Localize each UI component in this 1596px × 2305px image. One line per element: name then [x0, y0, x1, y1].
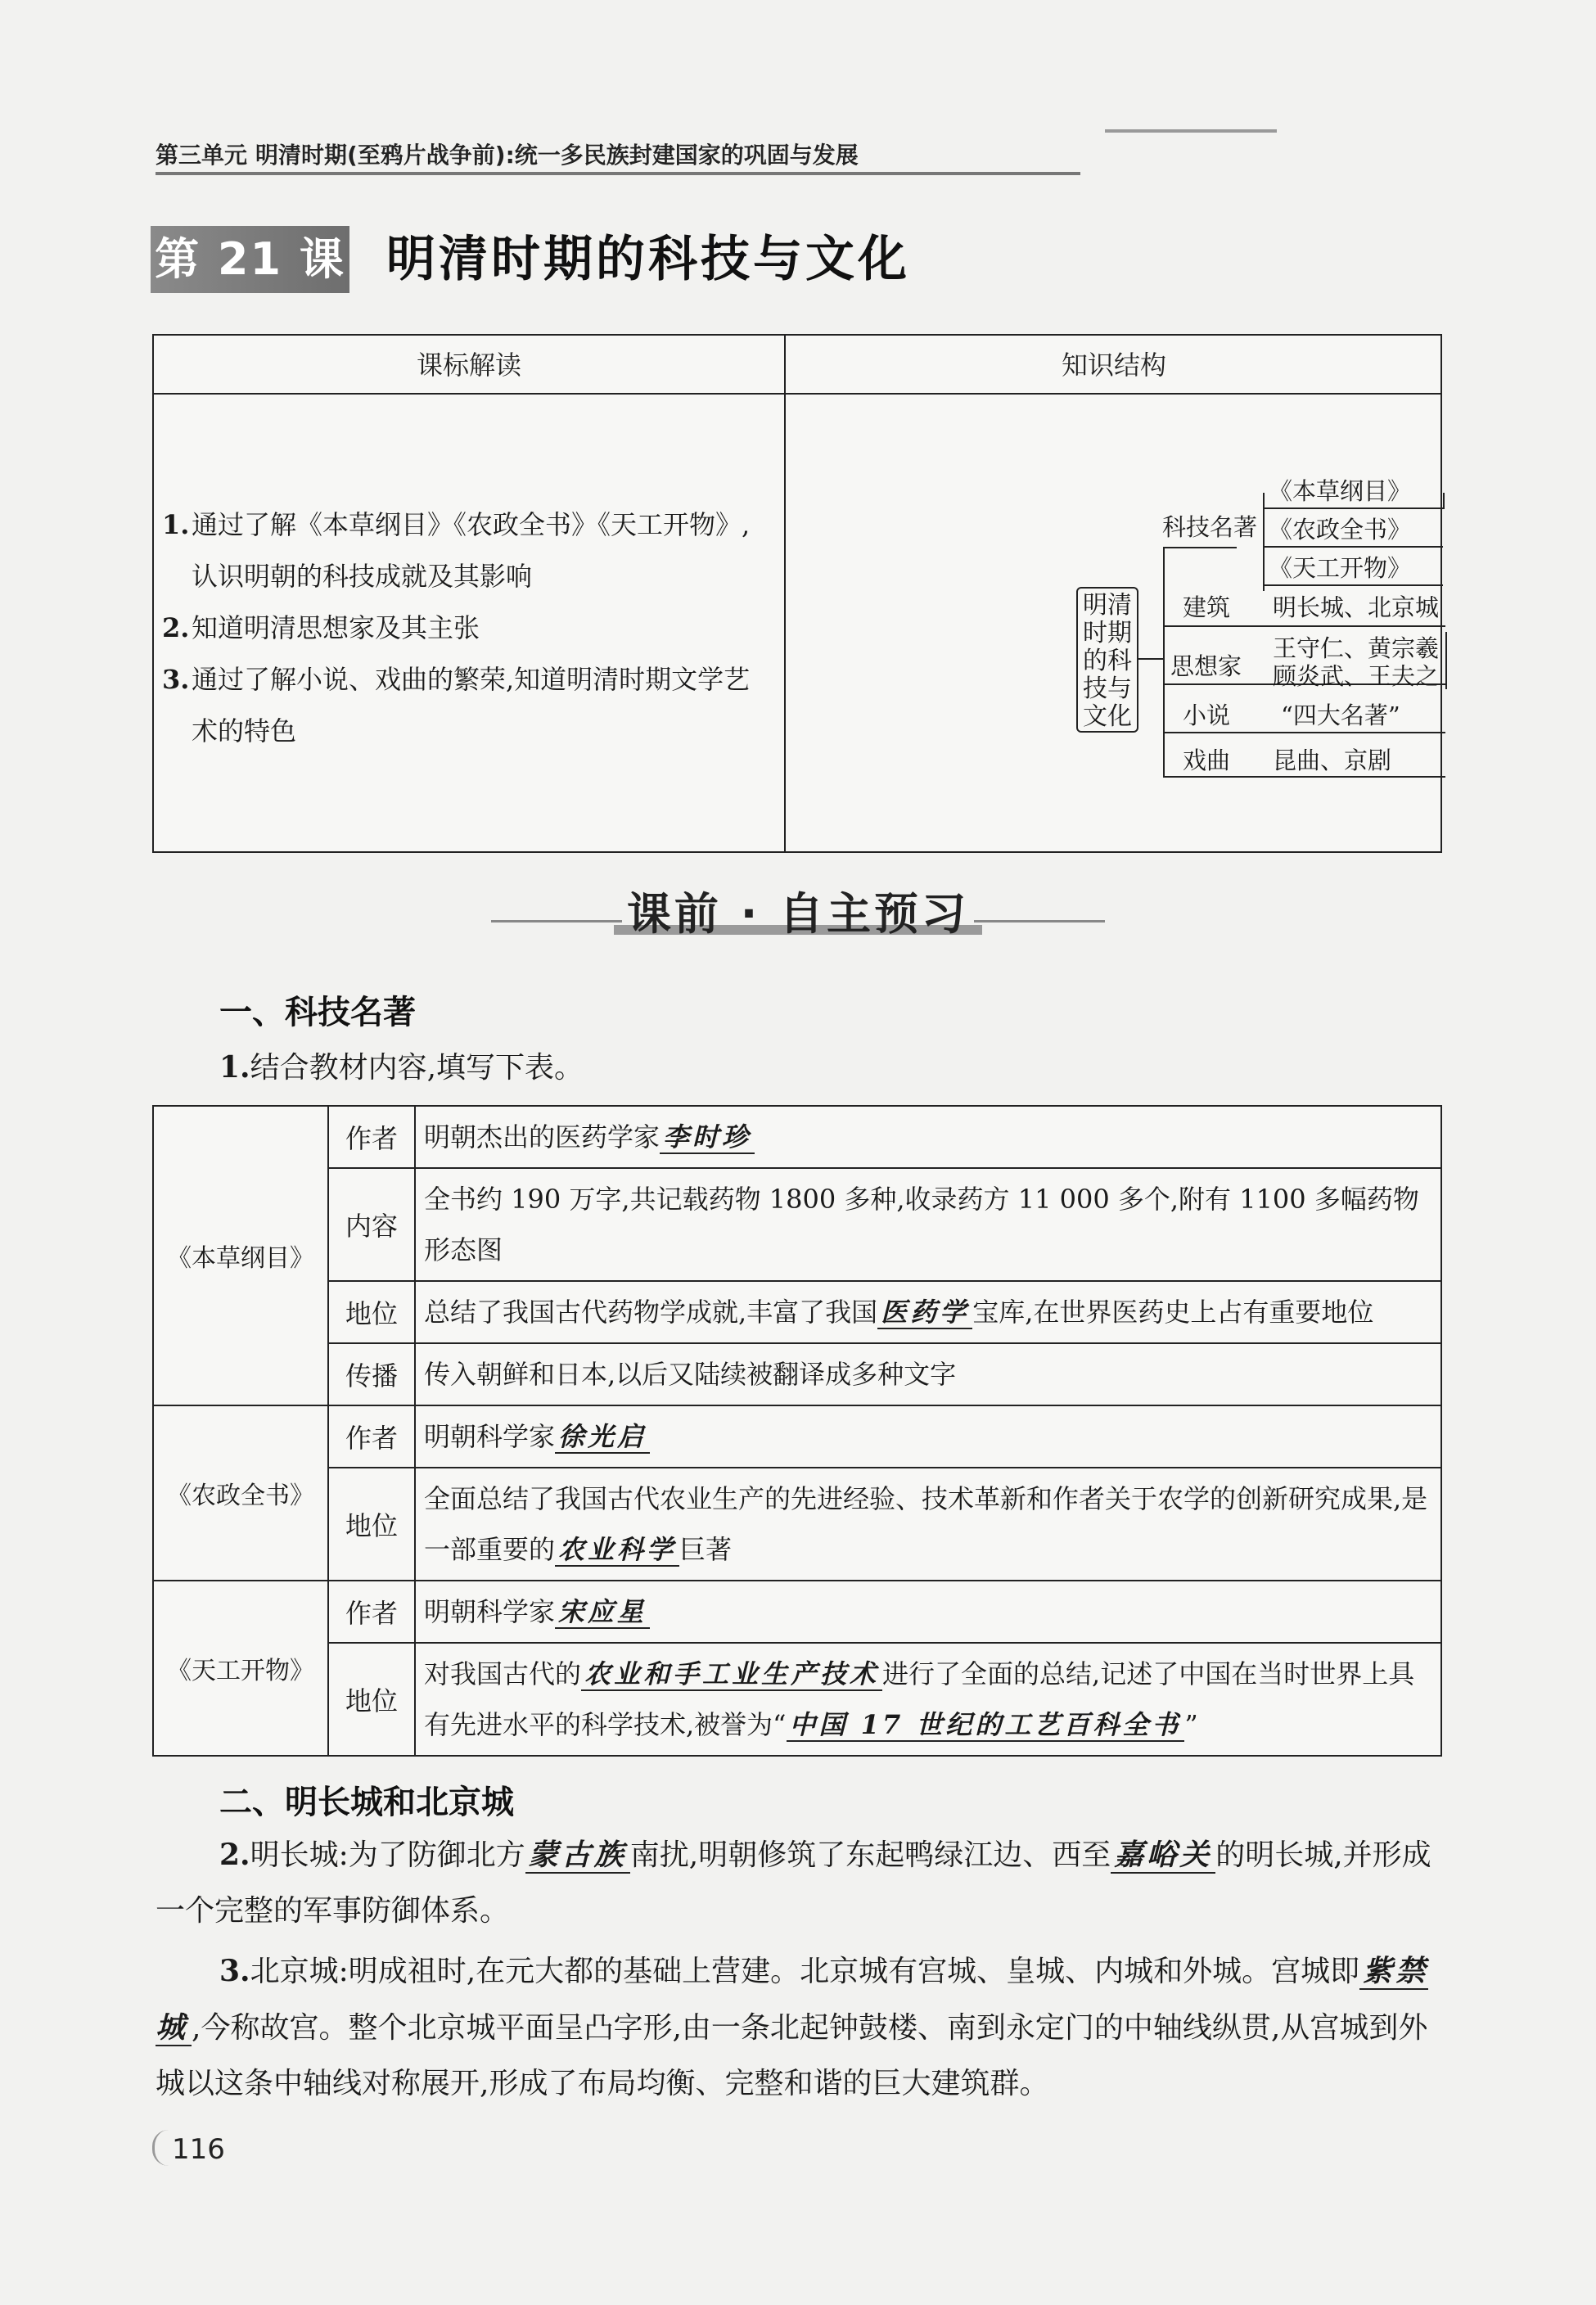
section-banner — [491, 874, 1105, 948]
table-row — [153, 1643, 1441, 1756]
branch-label: 建筑 — [1183, 593, 1231, 621]
value-text: 巨著 — [679, 1534, 733, 1565]
question-text: ,今称故宫。整个北京城平面呈凸字形,由一条北起钟鼓楼、南到永定门的中轴线纵贯,从宫城到外城以这条中轴线对称展开,形成了布局均衡、完整和谐的巨大建筑群。 — [156, 2011, 1428, 2100]
table-row — [153, 1343, 1441, 1405]
table-row — [153, 1581, 1441, 1643]
branch-label: 戏曲 — [1183, 747, 1231, 774]
branch-item: 《本草纲目》 — [1269, 477, 1412, 505]
tree-connector — [1163, 625, 1445, 627]
structure-header: 知识结构 — [786, 336, 1442, 395]
field-value: 全书约 190 万字,共记载药物 1800 多种,收录药方 11 000 多个,附有 1100 多幅药物形态图 — [415, 1168, 1441, 1281]
branch-label: 科技名著 — [1162, 513, 1258, 541]
running-header — [156, 131, 1113, 172]
branch-label: 思想家 — [1170, 652, 1242, 680]
field-label: 地位 — [328, 1643, 415, 1756]
branch-item: 《天工开物》 — [1269, 554, 1412, 582]
field-value — [415, 1281, 1441, 1343]
tree-connector — [1163, 776, 1445, 778]
field-label: 作者 — [328, 1405, 415, 1468]
unit-title: 明清时期(至鸦片战争前):统一多民族封建国家的巩固与发展 — [255, 142, 859, 169]
fill-answer: 徐光启 — [555, 1421, 650, 1454]
goal-number: 2. — [162, 612, 190, 643]
value-text: ” — [1184, 1709, 1198, 1740]
question-number: 2. — [219, 1838, 250, 1872]
branch-item: 昆曲、京剧 — [1273, 747, 1392, 774]
tree-connector — [1263, 546, 1443, 548]
tree-connector — [1163, 547, 1237, 548]
tree-trunk — [1163, 547, 1165, 776]
header-rule-tail — [1105, 129, 1277, 133]
curriculum-header: 课标解读 — [154, 336, 786, 395]
goal-item — [162, 602, 776, 654]
branch-item: 明长城、北京城 — [1273, 593, 1440, 621]
branch-item: 顾炎武、王夫之 — [1273, 662, 1440, 690]
section-heading: 二、明长城和北京城 — [219, 1784, 514, 1821]
field-label: 内容 — [328, 1168, 415, 1281]
question-number: 3. — [219, 1954, 250, 1988]
tree-connector — [1263, 584, 1443, 586]
curriculum-goals — [162, 499, 776, 757]
fill-answer: 中国 17 世纪的工艺百科全书 — [787, 1709, 1185, 1742]
goal-text: 知道明清思想家及其主张 — [192, 612, 480, 643]
fill-answer: 蒙古族 — [525, 1838, 630, 1874]
fill-answer: 医药学 — [877, 1297, 972, 1329]
table-row — [153, 1281, 1441, 1343]
value-text: 总结了我国古代药物学成就,丰富了我国 — [424, 1297, 878, 1328]
question-text: 的明长城,并形成一个完整的军事防御体系。 — [156, 1838, 1431, 1928]
value-text: 全面总结了我国古代农业生产的先进经验、技术革新和作者关于农学的创新研究成果,是一部重要的 — [424, 1483, 1428, 1565]
goal-number: 1. — [162, 509, 190, 540]
field-value — [415, 1106, 1441, 1168]
table-row — [153, 1405, 1441, 1468]
tree-connector — [1138, 658, 1163, 660]
field-value — [415, 1468, 1441, 1581]
fill-answer: 宋应星 — [555, 1596, 650, 1629]
value-text: 明朝杰出的医药学家 — [424, 1121, 660, 1152]
table-row — [153, 1168, 1441, 1281]
value-text: 进行了全面的总结,记述了中国在当时世界上具有先进水平的科学技术,被誉为“ — [424, 1658, 1415, 1740]
question-2 — [156, 1827, 1440, 1939]
question-3 — [156, 1943, 1440, 2112]
unit-label: 第三单元 — [156, 142, 248, 169]
lesson-badge: 第 21 课 — [151, 226, 349, 293]
book-name: 《农政全书》 — [153, 1405, 328, 1581]
lesson-title: 明清时期的科技与文化 — [386, 231, 910, 288]
book-name: 《本草纲目》 — [153, 1106, 328, 1405]
goal-text: 通过了解小说、戏曲的繁荣,知道明清时期文学艺术的特色 — [192, 664, 751, 747]
field-label: 作者 — [328, 1581, 415, 1643]
field-label: 传播 — [328, 1343, 415, 1405]
page-number: 116 — [172, 2133, 225, 2166]
header-rule — [156, 172, 1080, 175]
field-value — [415, 1581, 1441, 1643]
branch-item: 王守仁、黄宗羲 — [1273, 634, 1440, 662]
field-value — [415, 1643, 1441, 1756]
question-1 — [219, 1040, 584, 1096]
table-row — [153, 1468, 1441, 1581]
section-heading: 一、科技名著 — [219, 994, 416, 1031]
value-text: 宝库,在世界医药史上占有重要地位 — [972, 1297, 1374, 1328]
question-text: 北京城:明成祖时,在元大都的基础上营建。北京城有宫城、皇城、内城和外城。宫城即 — [250, 1955, 1360, 1988]
goal-text: 通过了解《本草纲目》《农政全书》《天工开物》,认识明朝的科技成就及其影响 — [192, 509, 751, 592]
question-text: 明长城:为了防御北方 — [250, 1838, 525, 1872]
branch-item: “四大名著” — [1281, 701, 1400, 729]
books-table — [152, 1105, 1442, 1757]
tree-connector — [1443, 493, 1445, 509]
goal-number: 3. — [162, 664, 190, 695]
goal-item — [162, 654, 776, 757]
fill-answer: 农业科学 — [555, 1534, 679, 1567]
table-row — [153, 1106, 1441, 1168]
goal-item — [162, 499, 776, 602]
field-value — [415, 1405, 1441, 1468]
question-text: 结合教材内容,填写下表。 — [250, 1051, 584, 1085]
value-text: 明朝科学家 — [424, 1596, 556, 1627]
branch-item: 《农政全书》 — [1269, 516, 1412, 544]
fill-answer: 农业和手工业生产技术 — [581, 1658, 882, 1691]
knowledge-tree — [786, 395, 1442, 853]
branch-label: 小说 — [1183, 701, 1231, 729]
tree-connector — [1445, 632, 1447, 689]
field-value: 传入朝鲜和日本,以后又陆续被翻译成多种文字 — [415, 1343, 1441, 1405]
field-label: 作者 — [328, 1106, 415, 1168]
question-number: 1. — [219, 1050, 250, 1085]
curriculum-box — [152, 334, 1442, 853]
fill-answer: 嘉峪关 — [1111, 1838, 1215, 1874]
fill-answer: 李时珍 — [660, 1121, 755, 1154]
field-label: 地位 — [328, 1468, 415, 1581]
banner-title: 课前 · 自主预习 — [626, 888, 970, 940]
tree-connector — [1163, 732, 1445, 733]
book-name: 《天工开物》 — [153, 1581, 328, 1756]
field-label: 地位 — [328, 1281, 415, 1343]
value-text: 明朝科学家 — [424, 1421, 556, 1452]
tree-connector — [1263, 507, 1443, 509]
fill-answer: 紫禁城 — [156, 1954, 1429, 2045]
question-text: 南扰,明朝修筑了东起鸭绿江边、西至 — [629, 1838, 1111, 1872]
tree-root: 明清时期的科技与文化 — [1076, 587, 1138, 733]
value-text: 对我国古代的 — [424, 1658, 582, 1689]
